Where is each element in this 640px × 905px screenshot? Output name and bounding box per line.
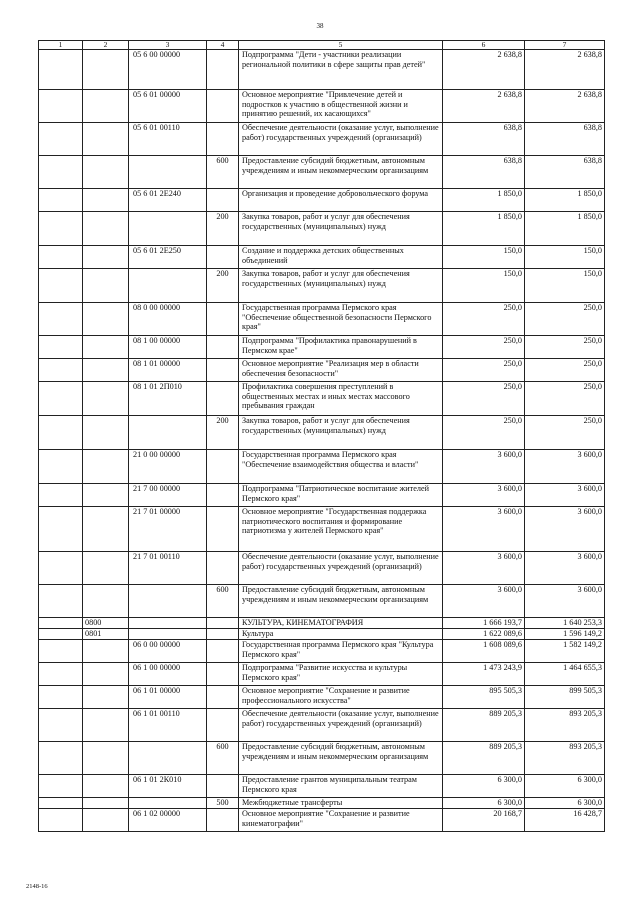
- col-subsection: [83, 269, 129, 303]
- col-target-code: 06 1 00 00000: [129, 663, 207, 686]
- col-amount-year1: 889 205,3: [443, 709, 525, 742]
- col-subsection: [83, 775, 129, 798]
- table-row: [39, 663, 605, 686]
- col-amount-year1: 250,0: [443, 303, 525, 336]
- col-section: [39, 809, 83, 832]
- col-target-code: [129, 156, 207, 189]
- header-cell: 6: [443, 41, 525, 50]
- col-description: Организация и проведение добровольческого форума: [239, 189, 443, 212]
- col-target-code: 21 7 00 00000: [129, 484, 207, 507]
- col-amount-year2: 250,0: [525, 336, 605, 359]
- table-row: [39, 416, 605, 450]
- col-description: Предоставление субсидий бюджетным, автономным учреждениям и иным некоммерческим организациям: [239, 742, 443, 775]
- col-target-code: 05 6 01 00000: [129, 90, 207, 123]
- table-row: [39, 50, 605, 90]
- col-expense-type: 600: [207, 156, 239, 189]
- col-description: Обеспечение деятельности (оказание услуг, выполнение работ) государственных учреждений (организаций): [239, 709, 443, 742]
- table-row: [39, 484, 605, 507]
- col-amount-year2: 638,8: [525, 123, 605, 156]
- col-description: Подпрограмма "Патриотическое воспитание жителей Пермского края": [239, 484, 443, 507]
- col-section: [39, 709, 83, 742]
- col-subsection: [83, 416, 129, 450]
- col-amount-year2: 16 428,7: [525, 809, 605, 832]
- col-expense-type: [207, 809, 239, 832]
- col-amount-year1: 3 600,0: [443, 484, 525, 507]
- table-row: [39, 90, 605, 123]
- table-row: [39, 123, 605, 156]
- col-subsection: [83, 552, 129, 585]
- header-row: [39, 41, 605, 50]
- table-row: [39, 552, 605, 585]
- col-subsection: [83, 585, 129, 618]
- col-amount-year1: 638,8: [443, 123, 525, 156]
- col-subsection: [83, 50, 129, 90]
- col-amount-year1: 3 600,0: [443, 585, 525, 618]
- table-row: [39, 189, 605, 212]
- col-subsection: [83, 798, 129, 809]
- col-target-code: 08 1 01 00000: [129, 359, 207, 382]
- col-amount-year1: 2 638,8: [443, 50, 525, 90]
- col-amount-year2: 2 638,8: [525, 90, 605, 123]
- col-subsection: [83, 686, 129, 709]
- col-amount-year2: 3 600,0: [525, 585, 605, 618]
- col-description: Государственная программа Пермского края "Культура Пермского края": [239, 640, 443, 663]
- col-section: [39, 156, 83, 189]
- table-row: [39, 359, 605, 382]
- table-row: [39, 303, 605, 336]
- col-description: Создание и поддержка детских общественных объединений: [239, 246, 443, 269]
- col-subsection: [83, 809, 129, 832]
- col-amount-year1: 1 850,0: [443, 212, 525, 246]
- col-section: [39, 336, 83, 359]
- col-expense-type: [207, 484, 239, 507]
- col-amount-year2: 899 505,3: [525, 686, 605, 709]
- col-description: Государственная программа Пермского края "Обеспечение взаимодействия общества и власти": [239, 450, 443, 484]
- col-expense-type: [207, 450, 239, 484]
- col-amount-year1: 3 600,0: [443, 507, 525, 552]
- col-expense-type: [207, 303, 239, 336]
- col-description: Основное мероприятие "Сохранение и развитие профессионального искусства": [239, 686, 443, 709]
- col-amount-year1: 3 600,0: [443, 552, 525, 585]
- col-section: [39, 212, 83, 246]
- col-description: Подпрограмма "Дети - участники реализации региональной политики в сфере защиты прав детей": [239, 50, 443, 90]
- col-description: Закупка товаров, работ и услуг для обеспечения государственных (муниципальных) нужд: [239, 416, 443, 450]
- col-description: Закупка товаров, работ и услуг для обеспечения государственных (муниципальных) нужд: [239, 212, 443, 246]
- col-amount-year2: 893 205,3: [525, 742, 605, 775]
- col-target-code: [129, 416, 207, 450]
- header-cell: 4: [207, 41, 239, 50]
- col-target-code: 06 1 01 00000: [129, 686, 207, 709]
- col-expense-type: [207, 552, 239, 585]
- col-subsection: [83, 709, 129, 742]
- col-target-code: 06 0 00 00000: [129, 640, 207, 663]
- table-row: [39, 775, 605, 798]
- col-subsection: [83, 90, 129, 123]
- col-amount-year2: 3 600,0: [525, 552, 605, 585]
- col-target-code: 08 0 00 00000: [129, 303, 207, 336]
- col-amount-year2: 3 600,0: [525, 507, 605, 552]
- col-description: Обеспечение деятельности (оказание услуг, выполнение работ) государственных учреждений (организаций): [239, 123, 443, 156]
- header-cell: 5: [239, 41, 443, 50]
- col-amount-year1: 250,0: [443, 382, 525, 416]
- col-amount-year1: 2 638,8: [443, 90, 525, 123]
- col-subsection: [83, 359, 129, 382]
- col-section: [39, 742, 83, 775]
- col-amount-year1: 895 505,3: [443, 686, 525, 709]
- col-amount-year2: 1 850,0: [525, 212, 605, 246]
- col-expense-type: 200: [207, 212, 239, 246]
- col-target-code: 21 7 01 00110: [129, 552, 207, 585]
- col-expense-type: [207, 686, 239, 709]
- col-target-code: [129, 629, 207, 640]
- col-amount-year1: 250,0: [443, 336, 525, 359]
- col-expense-type: 200: [207, 416, 239, 450]
- header-cell: 7: [525, 41, 605, 50]
- col-description: КУЛЬТУРА, КИНЕМАТОГРАФИЯ: [239, 618, 443, 629]
- table-row: [39, 809, 605, 832]
- table-row: [39, 156, 605, 189]
- col-section: [39, 507, 83, 552]
- col-amount-year1: 150,0: [443, 269, 525, 303]
- col-target-code: 05 6 01 2Е250: [129, 246, 207, 269]
- col-amount-year1: 20 168,7: [443, 809, 525, 832]
- col-section: [39, 798, 83, 809]
- col-amount-year2: 893 205,3: [525, 709, 605, 742]
- col-amount-year1: 3 600,0: [443, 450, 525, 484]
- col-section: [39, 303, 83, 336]
- col-target-code: 08 1 00 00000: [129, 336, 207, 359]
- col-amount-year2: 1 596 149,2: [525, 629, 605, 640]
- col-section: [39, 450, 83, 484]
- col-description: Основное мероприятие "Государственная поддержка патриотического воспитания и формирование патриотизма у жителей Пермского края": [239, 507, 443, 552]
- col-amount-year2: 1 464 655,3: [525, 663, 605, 686]
- budget-table: [38, 40, 605, 832]
- col-amount-year2: 638,8: [525, 156, 605, 189]
- col-amount-year2: 6 300,0: [525, 775, 605, 798]
- col-subsection: [83, 189, 129, 212]
- col-section: [39, 123, 83, 156]
- col-subsection: [83, 742, 129, 775]
- col-expense-type: [207, 663, 239, 686]
- table-row: [39, 382, 605, 416]
- col-description: Подпрограмма "Профилактика правонарушений в Пермском крае": [239, 336, 443, 359]
- table-row: [39, 246, 605, 269]
- col-expense-type: [207, 618, 239, 629]
- col-expense-type: [207, 775, 239, 798]
- footer-code: 2148-16: [26, 883, 48, 890]
- col-amount-year2: 150,0: [525, 246, 605, 269]
- col-description: Предоставление субсидий бюджетным, автономным учреждениям и иным некоммерческим организациям: [239, 585, 443, 618]
- col-section: [39, 50, 83, 90]
- col-amount-year2: 250,0: [525, 382, 605, 416]
- col-expense-type: [207, 50, 239, 90]
- table-row: [39, 585, 605, 618]
- col-subsection: [83, 640, 129, 663]
- col-subsection: [83, 507, 129, 552]
- col-amount-year2: 1 640 253,3: [525, 618, 605, 629]
- col-description: Государственная программа Пермского края "Обеспечение общественной безопасности Пермского края": [239, 303, 443, 336]
- col-section: [39, 775, 83, 798]
- col-expense-type: 500: [207, 798, 239, 809]
- col-amount-year2: 250,0: [525, 359, 605, 382]
- col-expense-type: 200: [207, 269, 239, 303]
- col-section: [39, 585, 83, 618]
- col-expense-type: [207, 246, 239, 269]
- col-amount-year1: 1 622 089,6: [443, 629, 525, 640]
- col-subsection: [83, 156, 129, 189]
- col-subsection: [83, 663, 129, 686]
- col-amount-year2: 250,0: [525, 416, 605, 450]
- col-target-code: 06 1 01 00110: [129, 709, 207, 742]
- col-section: [39, 629, 83, 640]
- col-subsection: [83, 450, 129, 484]
- col-expense-type: [207, 382, 239, 416]
- col-expense-type: [207, 709, 239, 742]
- col-amount-year2: 1 582 149,2: [525, 640, 605, 663]
- col-subsection: [83, 303, 129, 336]
- col-amount-year1: 6 300,0: [443, 798, 525, 809]
- table-row: [39, 629, 605, 640]
- col-description: Подпрограмма "Развитие искусства и культуры Пермского края": [239, 663, 443, 686]
- col-target-code: [129, 618, 207, 629]
- col-description: Предоставление субсидий бюджетным, автономным учреждениям и иным некоммерческим организациям: [239, 156, 443, 189]
- col-expense-type: [207, 629, 239, 640]
- table-row: [39, 742, 605, 775]
- col-expense-type: [207, 507, 239, 552]
- col-amount-year2: 250,0: [525, 303, 605, 336]
- col-expense-type: [207, 640, 239, 663]
- table-row: [39, 798, 605, 809]
- col-section: [39, 90, 83, 123]
- table-row: [39, 450, 605, 484]
- col-target-code: [129, 742, 207, 775]
- col-description: Обеспечение деятельности (оказание услуг, выполнение работ) государственных учреждений (организаций): [239, 552, 443, 585]
- col-section: [39, 416, 83, 450]
- col-amount-year1: 638,8: [443, 156, 525, 189]
- table-row: [39, 212, 605, 246]
- table-row: [39, 686, 605, 709]
- col-expense-type: [207, 359, 239, 382]
- col-description: Основное мероприятие "Привлечение детей и подростков к участию в общественной жизни и принятию решений, их касающихся": [239, 90, 443, 123]
- col-section: [39, 359, 83, 382]
- col-amount-year1: 1 850,0: [443, 189, 525, 212]
- table-row: [39, 709, 605, 742]
- col-subsection: [83, 484, 129, 507]
- col-target-code: [129, 798, 207, 809]
- col-description: Основное мероприятие "Реализация мер в области обеспечения безопасности": [239, 359, 443, 382]
- header-cell: 3: [129, 41, 207, 50]
- col-section: [39, 686, 83, 709]
- col-section: [39, 269, 83, 303]
- col-expense-type: [207, 123, 239, 156]
- col-description: Основное мероприятие "Сохранение и развитие кинематографии": [239, 809, 443, 832]
- col-subsection: [83, 123, 129, 156]
- col-target-code: 21 0 00 00000: [129, 450, 207, 484]
- col-expense-type: 600: [207, 742, 239, 775]
- col-description: Профилактика совершения преступлений в общественных местах и иных местах массового пребывания граждан: [239, 382, 443, 416]
- table-row: [39, 269, 605, 303]
- page-number: 38: [316, 22, 324, 30]
- col-amount-year1: 250,0: [443, 416, 525, 450]
- col-target-code: 05 6 01 00110: [129, 123, 207, 156]
- col-target-code: 21 7 01 00000: [129, 507, 207, 552]
- col-target-code: 05 6 01 2Е240: [129, 189, 207, 212]
- col-amount-year1: 150,0: [443, 246, 525, 269]
- col-target-code: [129, 212, 207, 246]
- col-expense-type: [207, 90, 239, 123]
- col-description: Закупка товаров, работ и услуг для обеспечения государственных (муниципальных) нужд: [239, 269, 443, 303]
- col-amount-year1: 250,0: [443, 359, 525, 382]
- header-cell: 1: [39, 41, 83, 50]
- col-section: [39, 640, 83, 663]
- table-row: [39, 507, 605, 552]
- col-section: [39, 189, 83, 212]
- col-section: [39, 552, 83, 585]
- col-target-code: 05 6 00 00000: [129, 50, 207, 90]
- col-subsection: 0801: [83, 629, 129, 640]
- col-target-code: 06 1 02 00000: [129, 809, 207, 832]
- col-target-code: [129, 269, 207, 303]
- col-amount-year2: 1 850,0: [525, 189, 605, 212]
- col-target-code: 06 1 01 2К010: [129, 775, 207, 798]
- table-row: [39, 640, 605, 663]
- col-amount-year1: 1 608 089,6: [443, 640, 525, 663]
- table-row: [39, 618, 605, 629]
- col-expense-type: [207, 336, 239, 359]
- col-expense-type: [207, 189, 239, 212]
- col-amount-year2: 150,0: [525, 269, 605, 303]
- col-section: [39, 382, 83, 416]
- col-amount-year1: 6 300,0: [443, 775, 525, 798]
- col-target-code: 08 1 01 2П010: [129, 382, 207, 416]
- col-section: [39, 663, 83, 686]
- col-expense-type: 600: [207, 585, 239, 618]
- table-row: [39, 336, 605, 359]
- col-amount-year2: 6 300,0: [525, 798, 605, 809]
- col-subsection: 0800: [83, 618, 129, 629]
- col-target-code: [129, 585, 207, 618]
- col-description: Предоставление грантов муниципальным театрам Пермского края: [239, 775, 443, 798]
- col-amount-year1: 1 473 243,9: [443, 663, 525, 686]
- col-description: Культура: [239, 629, 443, 640]
- col-section: [39, 246, 83, 269]
- col-amount-year2: 2 638,8: [525, 50, 605, 90]
- col-subsection: [83, 336, 129, 359]
- col-amount-year2: 3 600,0: [525, 484, 605, 507]
- col-subsection: [83, 212, 129, 246]
- col-description: Межбюджетные трансферты: [239, 798, 443, 809]
- col-subsection: [83, 246, 129, 269]
- col-subsection: [83, 382, 129, 416]
- col-amount-year1: 889 205,3: [443, 742, 525, 775]
- col-section: [39, 484, 83, 507]
- col-section: [39, 618, 83, 629]
- col-amount-year2: 3 600,0: [525, 450, 605, 484]
- col-amount-year1: 1 666 193,7: [443, 618, 525, 629]
- header-cell: 2: [83, 41, 129, 50]
